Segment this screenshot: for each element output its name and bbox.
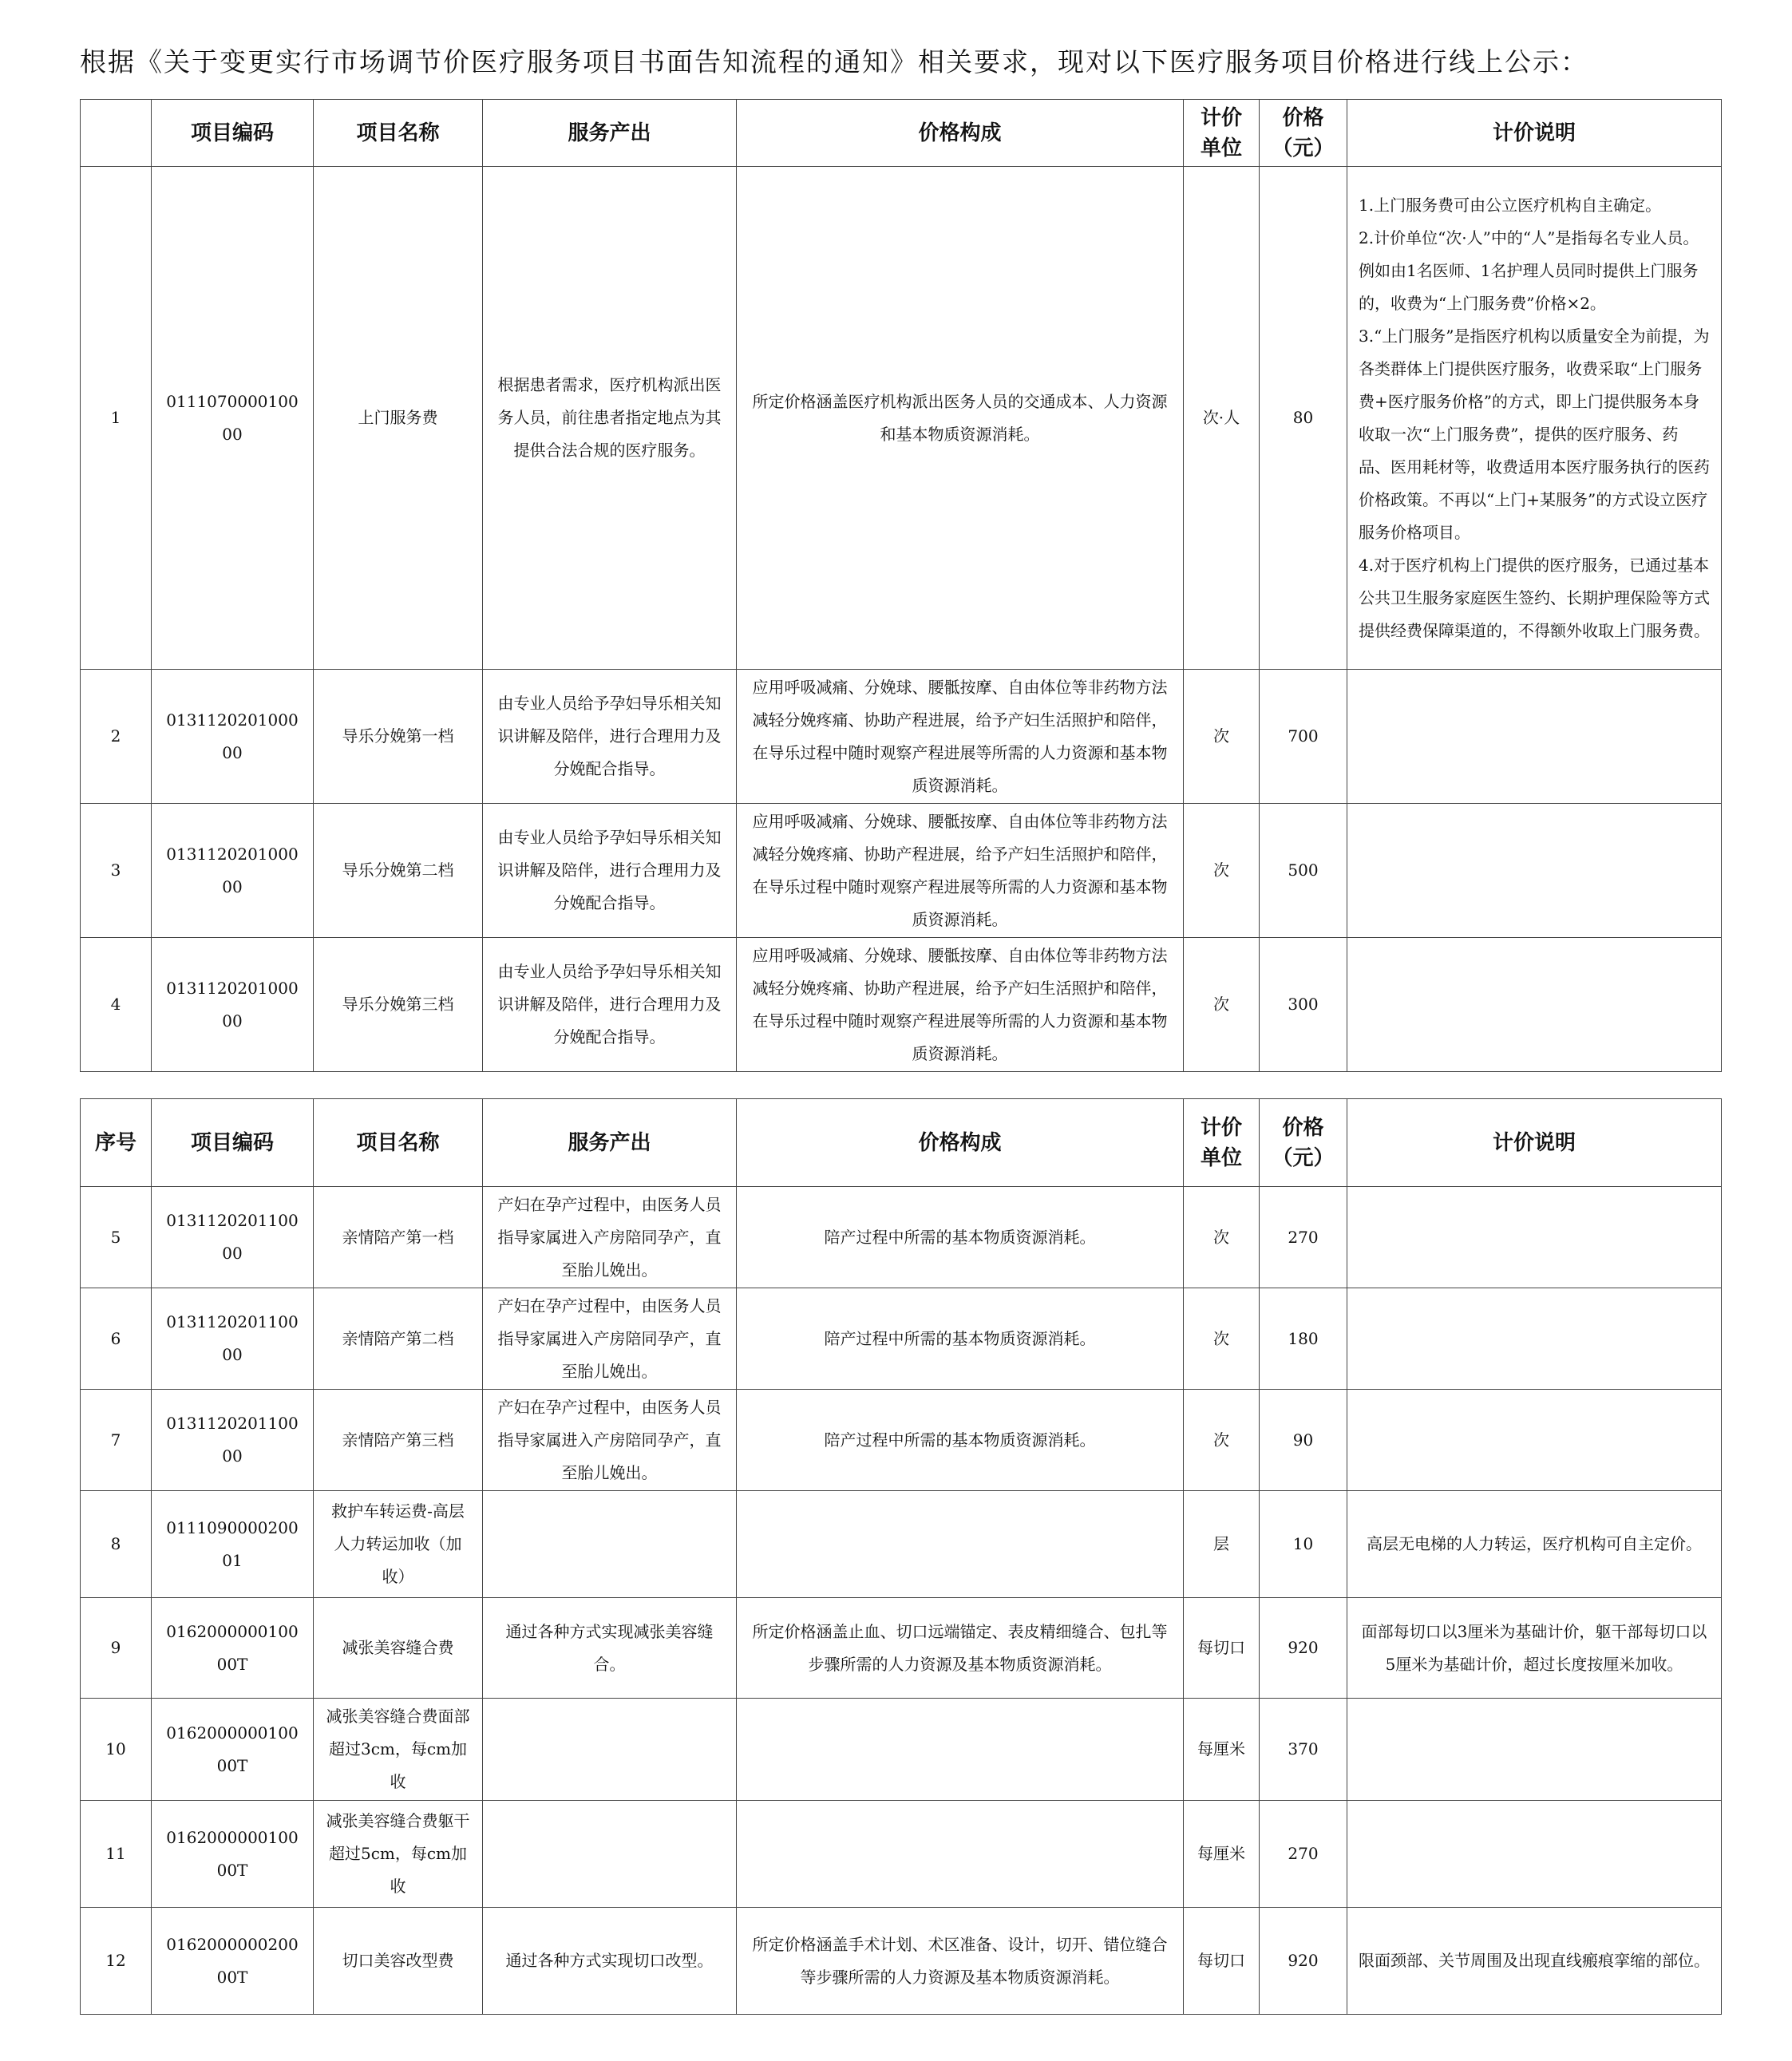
cell-unit: 次 xyxy=(1184,1288,1260,1390)
table-header-row xyxy=(81,1099,1722,1187)
cell-price: 300 xyxy=(1260,938,1347,1072)
cell-code: 013112020110000 xyxy=(152,1187,314,1288)
header-desc: 计价说明 xyxy=(1347,1099,1722,1187)
cell-seq: 12 xyxy=(81,1908,152,2015)
cell-price: 270 xyxy=(1260,1187,1347,1288)
table-header-row xyxy=(81,100,1722,167)
header-output: 服务产出 xyxy=(483,100,737,167)
cell-desc xyxy=(1347,804,1722,938)
cell-price: 180 xyxy=(1260,1288,1347,1390)
cell-output xyxy=(483,1801,737,1908)
cell-output: 由专业人员给予孕妇导乐相关知识讲解及陪伴，进行合理用力及分娩配合指导。 xyxy=(483,938,737,1072)
cell-name: 减张美容缝合费面部超过3cm，每cm加收 xyxy=(314,1699,483,1801)
cell-output: 由专业人员给予孕妇导乐相关知识讲解及陪伴，进行合理用力及分娩配合指导。 xyxy=(483,804,737,938)
header-composition: 价格构成 xyxy=(737,1099,1184,1187)
table-row xyxy=(81,1390,1722,1491)
table-row xyxy=(81,1908,1722,2015)
cell-composition: 应用呼吸减痛、分娩球、腰骶按摩、自由体位等非药物方法减轻分娩疼痛、协助产程进展，给予产妇生活照护和陪伴，在导乐过程中随时观察产程进展等所需的人力资源和基本物质资源消耗。 xyxy=(737,804,1184,938)
cell-code: 016200000010000T xyxy=(152,1598,314,1699)
cell-unit: 次 xyxy=(1184,938,1260,1072)
cell-output: 通过各种方式实现切口改型。 xyxy=(483,1908,737,2015)
cell-price: 370 xyxy=(1260,1699,1347,1801)
cell-unit: 每切口 xyxy=(1184,1908,1260,2015)
cell-code: 013112020100000 xyxy=(152,804,314,938)
table-row xyxy=(81,1491,1722,1598)
cell-price: 10 xyxy=(1260,1491,1347,1598)
cell-composition xyxy=(737,1699,1184,1801)
cell-code: 016200000010000T xyxy=(152,1801,314,1908)
cell-code: 013112020100000 xyxy=(152,670,314,804)
cell-unit: 每厘米 xyxy=(1184,1699,1260,1801)
cell-name: 导乐分娩第三档 xyxy=(314,938,483,1072)
header-seq: 序号 xyxy=(81,1099,152,1187)
cell-seq: 6 xyxy=(81,1288,152,1390)
cell-desc xyxy=(1347,938,1722,1072)
table-row xyxy=(81,1699,1722,1801)
cell-composition: 陪产过程中所需的基本物质资源消耗。 xyxy=(737,1390,1184,1491)
cell-name: 减张美容缝合费躯干超过5cm，每cm加收 xyxy=(314,1801,483,1908)
cell-seq: 7 xyxy=(81,1390,152,1491)
cell-code: 011107000010000 xyxy=(152,167,314,670)
cell-output: 根据患者需求，医疗机构派出医务人员，前往患者指定地点为其提供合法合规的医疗服务。 xyxy=(483,167,737,670)
table-row xyxy=(81,804,1722,938)
table-row xyxy=(81,167,1722,670)
desc-note-1: 1.上门服务费可由公立医疗机构自主确定。 xyxy=(1359,195,1662,215)
cell-price: 270 xyxy=(1260,1801,1347,1908)
cell-desc: 限面颈部、关节周围及出现直线瘢痕挛缩的部位。 xyxy=(1347,1908,1722,2015)
cell-name: 切口美容改型费 xyxy=(314,1908,483,2015)
cell-desc xyxy=(1347,670,1722,804)
header-price: 价格（元） xyxy=(1260,1099,1347,1187)
cell-name: 减张美容缝合费 xyxy=(314,1598,483,1699)
cell-composition: 所定价格涵盖医疗机构派出医务人员的交通成本、人力资源和基本物质资源消耗。 xyxy=(737,167,1184,670)
cell-code: 013112020110000 xyxy=(152,1288,314,1390)
cell-seq: 2 xyxy=(81,670,152,804)
cell-seq: 3 xyxy=(81,804,152,938)
cell-composition: 应用呼吸减痛、分娩球、腰骶按摩、自由体位等非药物方法减轻分娩疼痛、协助产程进展，给予产妇生活照护和陪伴，在导乐过程中随时观察产程进展等所需的人力资源和基本物质资源消耗。 xyxy=(737,938,1184,1072)
cell-price: 920 xyxy=(1260,1908,1347,2015)
cell-desc xyxy=(1347,1699,1722,1801)
cell-composition: 陪产过程中所需的基本物质资源消耗。 xyxy=(737,1288,1184,1390)
cell-unit: 次·人 xyxy=(1184,167,1260,670)
table-row xyxy=(81,670,1722,804)
cell-composition: 陪产过程中所需的基本物质资源消耗。 xyxy=(737,1187,1184,1288)
cell-code: 016200000020000T xyxy=(152,1908,314,2015)
desc-note-3: 3.“上门服务”是指医疗机构以质量安全为前提，为各类群体上门提供医疗服务，收费采取“上门服务费+医疗服务价格”的方式，即上门提供服务本身收取一次“上门服务费”，提供的医疗服务、药品、医用耗材等，收费适用本医疗服务执行的医药价格政策。不再以“上门+某服务”的方式设立医疗服务价格项目。 xyxy=(1359,326,1710,542)
cell-code: 011109000020001 xyxy=(152,1491,314,1598)
cell-name: 救护车转运费-高层人力转运加收（加收） xyxy=(314,1491,483,1598)
table-row xyxy=(81,1288,1722,1390)
cell-seq: 9 xyxy=(81,1598,152,1699)
cell-price: 90 xyxy=(1260,1390,1347,1491)
cell-price: 700 xyxy=(1260,670,1347,804)
header-desc: 计价说明 xyxy=(1347,100,1722,167)
cell-unit: 次 xyxy=(1184,804,1260,938)
cell-seq: 10 xyxy=(81,1699,152,1801)
cell-name: 导乐分娩第二档 xyxy=(314,804,483,938)
cell-price: 920 xyxy=(1260,1598,1347,1699)
table-row xyxy=(81,1598,1722,1699)
cell-code: 013112020100000 xyxy=(152,938,314,1072)
cell-seq: 11 xyxy=(81,1801,152,1908)
cell-seq: 4 xyxy=(81,938,152,1072)
cell-output: 由专业人员给予孕妇导乐相关知识讲解及陪伴，进行合理用力及分娩配合指导。 xyxy=(483,670,737,804)
cell-seq: 1 xyxy=(81,167,152,670)
cell-desc xyxy=(1347,1801,1722,1908)
cell-unit: 次 xyxy=(1184,1390,1260,1491)
header-name: 项目名称 xyxy=(314,100,483,167)
cell-output: 产妇在孕产过程中，由医务人员指导家属进入产房陪同孕产，直至胎儿娩出。 xyxy=(483,1187,737,1288)
header-output: 服务产出 xyxy=(483,1099,737,1187)
header-name: 项目名称 xyxy=(314,1099,483,1187)
desc-note-4: 4.对于医疗机构上门提供的医疗服务，已通过基本公共卫生服务家庭医生签约、长期护理保险等方式提供经费保障渠道的，不得额外收取上门服务费。 xyxy=(1359,555,1710,640)
cell-desc xyxy=(1347,1288,1722,1390)
cell-output: 产妇在孕产过程中，由医务人员指导家属进入产房陪同孕产，直至胎儿娩出。 xyxy=(483,1288,737,1390)
cell-name: 上门服务费 xyxy=(314,167,483,670)
cell-seq: 5 xyxy=(81,1187,152,1288)
cell-desc xyxy=(1347,167,1722,670)
cell-composition xyxy=(737,1491,1184,1598)
header-composition: 价格构成 xyxy=(737,100,1184,167)
cell-unit: 次 xyxy=(1184,670,1260,804)
cell-name: 亲情陪产第一档 xyxy=(314,1187,483,1288)
cell-unit: 层 xyxy=(1184,1491,1260,1598)
cell-name: 亲情陪产第三档 xyxy=(314,1390,483,1491)
header-code: 项目编码 xyxy=(152,1099,314,1187)
cell-name: 导乐分娩第一档 xyxy=(314,670,483,804)
desc-note-2: 2.计价单位“次·人”中的“人”是指每名专业人员。例如由1名医师、1名护理人员同时提供上门服务的，收费为“上门服务费”价格×2。 xyxy=(1359,227,1699,313)
cell-desc: 面部每切口以3厘米为基础计价，躯干部每切口以5厘米为基础计价，超过长度按厘米加收。 xyxy=(1347,1598,1722,1699)
cell-composition: 应用呼吸减痛、分娩球、腰骶按摩、自由体位等非药物方法减轻分娩疼痛、协助产程进展，给予产妇生活照护和陪伴，在导乐过程中随时观察产程进展等所需的人力资源和基本物质资源消耗。 xyxy=(737,670,1184,804)
cell-code: 016200000010000T xyxy=(152,1699,314,1801)
notice-intro: 根据《关于变更实行市场调节价医疗服务项目书面告知流程的通知》相关要求，现对以下医疗服务项目价格进行线上公示： xyxy=(80,46,1588,77)
cell-composition: 所定价格涵盖止血、切口远端锚定、表皮精细缝合、包扎等步骤所需的人力资源及基本物质资源消耗。 xyxy=(737,1598,1184,1699)
cell-output: 通过各种方式实现减张美容缝合。 xyxy=(483,1598,737,1699)
header-code: 项目编码 xyxy=(152,100,314,167)
cell-output xyxy=(483,1491,737,1598)
header-price: 价格（元） xyxy=(1260,100,1347,167)
table-row xyxy=(81,938,1722,1072)
header-unit: 计价单位 xyxy=(1184,1099,1260,1187)
price-table-2 xyxy=(80,1098,1722,2015)
table-row xyxy=(81,1801,1722,1908)
cell-seq: 8 xyxy=(81,1491,152,1598)
header-unit: 计价单位 xyxy=(1184,100,1260,167)
cell-unit: 每切口 xyxy=(1184,1598,1260,1699)
cell-unit: 次 xyxy=(1184,1187,1260,1288)
cell-output: 产妇在孕产过程中，由医务人员指导家属进入产房陪同孕产，直至胎儿娩出。 xyxy=(483,1390,737,1491)
cell-desc xyxy=(1347,1187,1722,1288)
header-seq-empty xyxy=(81,100,152,167)
cell-unit: 每厘米 xyxy=(1184,1801,1260,1908)
cell-code: 013112020110000 xyxy=(152,1390,314,1491)
cell-desc: 高层无电梯的人力转运，医疗机构可自主定价。 xyxy=(1347,1491,1722,1598)
cell-composition: 所定价格涵盖手术计划、术区准备、设计，切开、错位缝合等步骤所需的人力资源及基本物质资源消耗。 xyxy=(737,1908,1184,2015)
cell-composition xyxy=(737,1801,1184,1908)
cell-output xyxy=(483,1699,737,1801)
cell-name: 亲情陪产第二档 xyxy=(314,1288,483,1390)
price-table-1 xyxy=(80,99,1722,1072)
cell-price: 80 xyxy=(1260,167,1347,670)
table-row xyxy=(81,1187,1722,1288)
cell-price: 500 xyxy=(1260,804,1347,938)
cell-desc xyxy=(1347,1390,1722,1491)
